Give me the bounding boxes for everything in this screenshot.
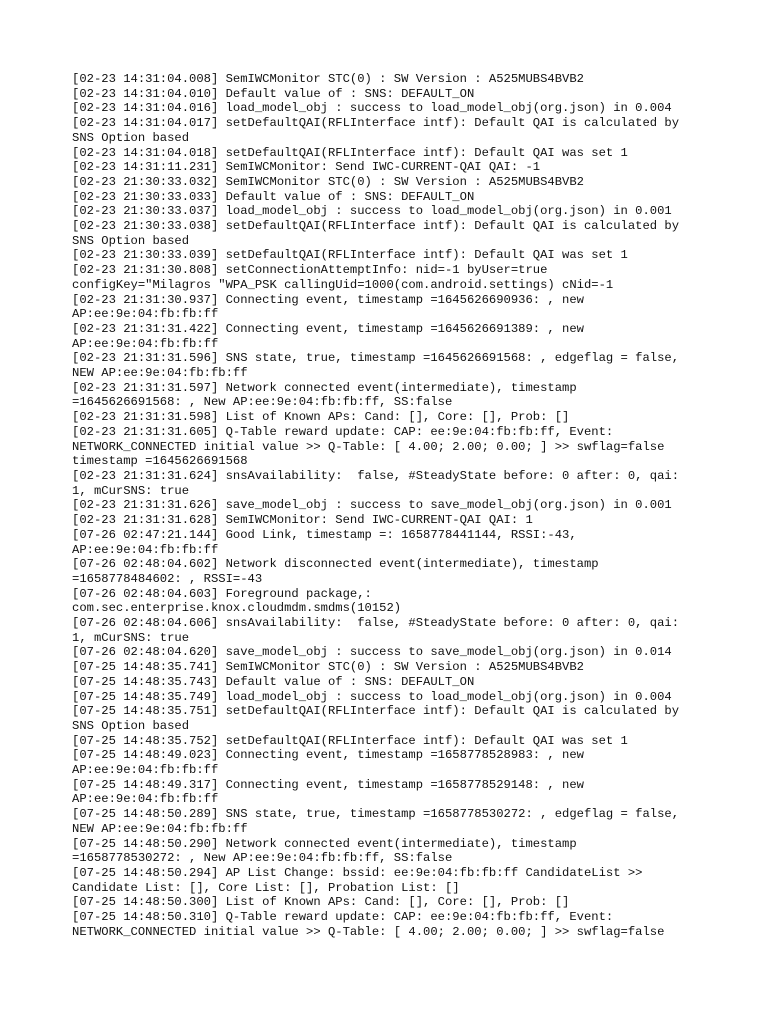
log-line: [02-23 14:31:04.008] SemIWCMonitor STC(0) : SW Version : A525MUBS4BVB2 [72,72,584,86]
log-line: 1, mCurSNS: true [72,630,190,645]
log-line: [02-23 21:31:31.624] snsAvailability: false, #SteadyState before: 0 after: 0, qai: [72,468,680,483]
log-line: [02-23 21:31:31.605] Q-Table reward update: CAP: ee:9e:04:fb:fb:ff, Event: [72,424,614,439]
log-line: configKey="Milagros "WPA_PSK callingUid=1000(com.android.settings) cNid=-1 [72,277,614,292]
log-line: [07-25 14:48:50.310] Q-Table reward update: CAP: ee:9e:04:fb:fb:ff, Event: [72,910,614,925]
log-line: [02-23 21:30:33.038] setDefaultQAI(RFLInterface intf): Default QAI is calculated by [72,219,680,234]
log-line: =1658778484602: , RSSI=-43 [72,571,263,586]
log-line: NEW AP:ee:9e:04:fb:fb:ff [72,366,248,381]
log-line: AP:ee:9e:04:fb:fb:ff [72,336,219,351]
log-line: [02-23 21:30:33.037] load_model_obj : success to load_model_obj(org.json) in 0.001 [72,204,672,219]
log-line: [07-25 14:48:35.743] Default value of : SNS: DEFAULT_ON [72,674,475,689]
log-line: com.sec.enterprise.knox.cloudmdm.smdms(10152) [72,601,402,616]
log-line: [02-23 21:31:31.626] save_model_obj : success to save_model_obj(org.json) in 0.001 [72,498,672,513]
log-line: 1, mCurSNS: true [72,483,190,498]
log-line: AP:ee:9e:04:fb:fb:ff [72,792,219,807]
log-line: [02-23 14:31:04.017] setDefaultQAI(RFLInterface intf): Default QAI is calculated by [72,116,680,131]
log-line: [07-25 14:48:50.294] AP List Change: bssid: ee:9e:04:fb:fb:ff CandidateList >> [72,865,643,880]
log-line: =1658778530272: , New AP:ee:9e:04:fb:fb:ff, SS:false [72,851,453,866]
log-line: [02-23 21:30:33.039] setDefaultQAI(RFLInterface intf): Default QAI was set 1 [72,248,628,263]
log-line: Candidate List: [], Core List: [], Probation List: [] [72,880,460,895]
log-line: NETWORK_CONNECTED initial value >> Q-Table: [ 4.00; 2.00; 0.00; ] >> swflag=false [72,924,665,939]
log-line: [07-25 14:48:50.300] List of Known APs: Cand: [], Core: [], Prob: [] [72,895,570,910]
log-line: [02-23 21:31:30.937] Connecting event, timestamp =1645626690936: , new [72,292,584,307]
log-line: [02-23 21:31:30.808] setConnectionAttemptInfo: nid=-1 byUser=true [72,263,548,278]
log-line: SNS Option based [72,718,190,733]
log-line: [02-23 21:31:31.628] SemIWCMonitor: Send IWC-CURRENT-QAI QAI: 1 [72,513,533,528]
log-line: [02-23 21:31:31.597] Network connected event(intermediate), timestamp [72,380,577,395]
log-line: [02-23 21:31:31.596] SNS state, true, timestamp =1645626691568: , edgeflag = false, [72,351,680,366]
log-line: [07-26 02:47:21.144] Good Link, timestamp =: 1658778441144, RSSI:-43, [72,527,577,542]
log-line: SNS Option based [72,233,190,248]
log-line: AP:ee:9e:04:fb:fb:ff [72,542,219,557]
log-line: [07-26 02:48:04.606] snsAvailability: false, #SteadyState before: 0 after: 0, qai: [72,616,680,631]
log-line: =1645626691568: , New AP:ee:9e:04:fb:fb:ff, SS:false [72,395,453,410]
log-line: [02-23 14:31:04.018] setDefaultQAI(RFLInterface intf): Default QAI was set 1 [72,145,628,160]
log-line: [07-25 14:48:50.290] Network connected event(intermediate), timestamp [72,836,577,851]
log-line: NEW AP:ee:9e:04:fb:fb:ff [72,821,248,836]
log-line: [07-26 02:48:04.602] Network disconnected event(intermediate), timestamp [72,557,599,572]
log-line: [02-23 14:31:04.010] Default value of : SNS: DEFAULT_ON [72,86,475,101]
log-line: [07-25 14:48:35.752] setDefaultQAI(RFLInterface intf): Default QAI was set 1 [72,733,628,748]
log-line: [02-23 21:31:31.422] Connecting event, timestamp =1645626691389: , new [72,321,584,336]
log-line: [02-23 21:30:33.032] SemIWCMonitor STC(0) : SW Version : A525MUBS4BVB2 [72,174,584,189]
log-line: [07-25 14:48:35.741] SemIWCMonitor STC(0) : SW Version : A525MUBS4BVB2 [72,660,584,675]
log-line: [07-26 02:48:04.603] Foreground package,: [72,586,372,601]
log-line: SNS Option based [72,130,190,145]
log-line: [07-25 14:48:49.023] Connecting event, timestamp =1658778528983: , new [72,748,584,763]
log-line: NETWORK_CONNECTED initial value >> Q-Table: [ 4.00; 2.00; 0.00; ] >> swflag=false [72,439,665,454]
log-line: [07-25 14:48:35.749] load_model_obj : success to load_model_obj(org.json) in 0.004 [72,689,672,704]
log-line: [07-25 14:48:49.317] Connecting event, timestamp =1658778529148: , new [72,777,584,792]
log-line: AP:ee:9e:04:fb:fb:ff [72,307,219,322]
log-line: AP:ee:9e:04:fb:fb:ff [72,763,219,778]
log-line: [07-25 14:48:50.289] SNS state, true, timestamp =1658778530272: , edgeflag = false, [72,807,680,822]
log-line: [02-23 21:31:31.598] List of Known APs: Cand: [], Core: [], Prob: [] [72,410,570,425]
log-line: [02-23 14:31:11.231] SemIWCMonitor: Send IWC-CURRENT-QAI QAI: -1 [72,160,541,175]
log-line: [07-25 14:48:35.751] setDefaultQAI(RFLInterface intf): Default QAI is calculated by [72,704,680,719]
log-line: [07-26 02:48:04.620] save_model_obj : success to save_model_obj(org.json) in 0.014 [72,645,672,660]
log-line: [02-23 21:30:33.033] Default value of : SNS: DEFAULT_ON [72,189,475,204]
log-line: timestamp =1645626691568 [72,454,248,469]
log-line: [02-23 14:31:04.016] load_model_obj : success to load_model_obj(org.json) in 0.004 [72,101,672,116]
log-document [72,72,712,939]
